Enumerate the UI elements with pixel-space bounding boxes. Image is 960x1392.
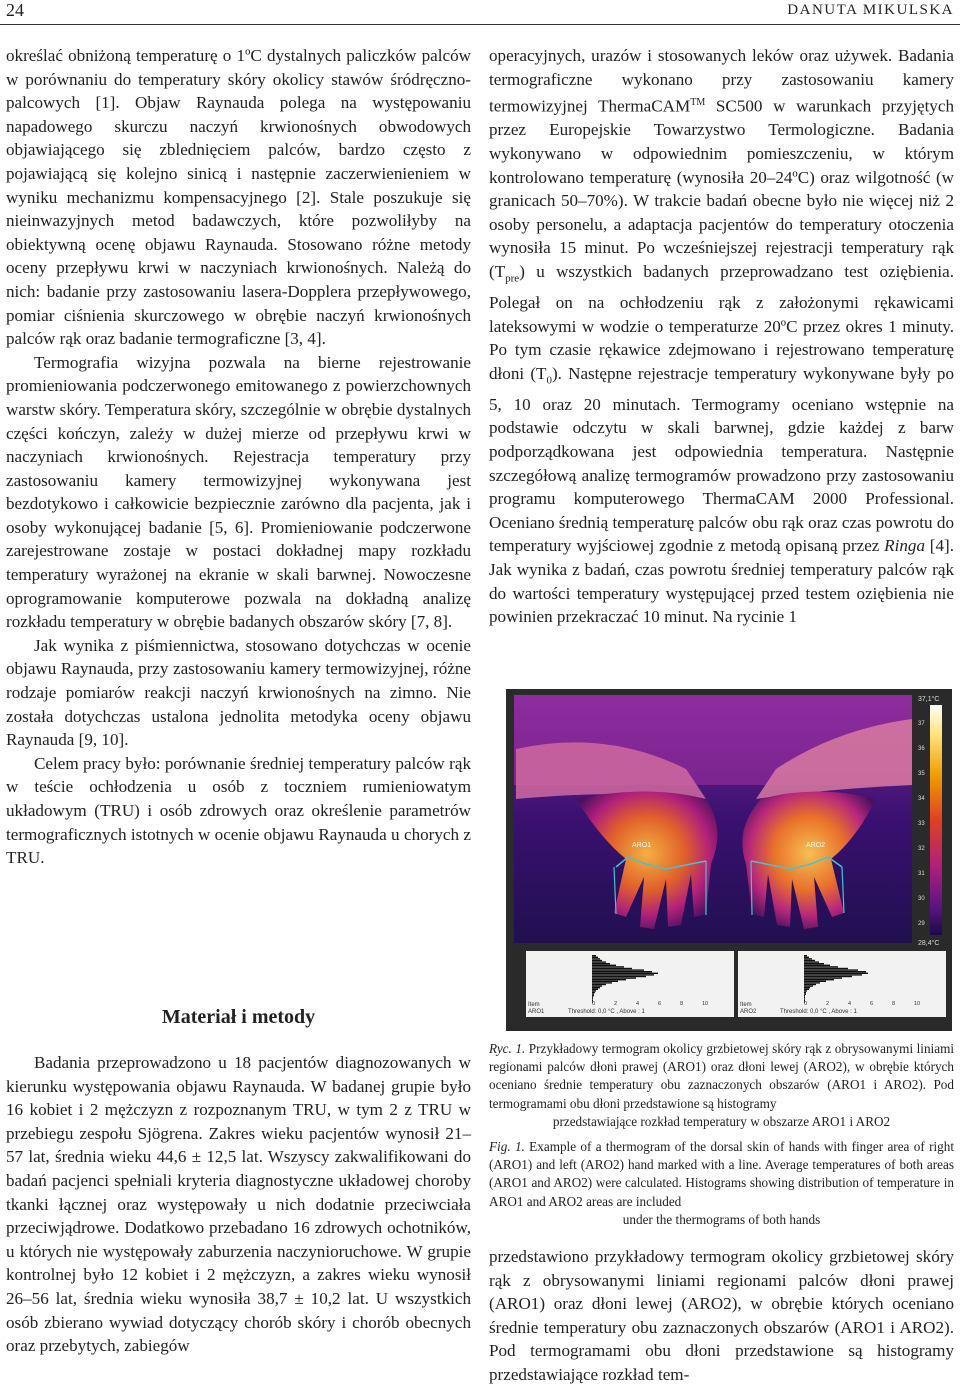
scale-tick-label: 33 — [918, 821, 925, 827]
trademark-superscript: TM — [690, 97, 706, 109]
histogram-bar — [804, 995, 805, 996]
svg-text:Item: Item — [740, 1002, 752, 1008]
scale-tick-label: 34 — [918, 796, 925, 802]
histogram-bar — [592, 982, 612, 983]
histogram-bar — [592, 963, 610, 964]
left-paragraph-1: określać obniżoną temperaturę o 1ºC dystalnych paliczków palców w porównaniu do temperatury skóry okolicy stawów śródręczno-palcowych [1]. Objaw Raynauda polega na występowaniu napadowego skurczu naczyń krwionośnych obwodowych objawiającego się zblednięciem palców, bardzo często z pojawiającą się kolejno sinicą i następnie zaczerwienieniem w wyniku mechanizmu kompensacyjnego [2]. Stale poszukuje się nieinwazyjnych metod badawczych, które pozwoliłyby na obiektywną ocenę objawu Raynauda. Stosowano różne metody oceny przepływu krwi w naczyniach krwionośnych. Należą do nich: badanie przy zastosowaniu lasera-Dopplera przepływowego, pomiar ciśnienia skurczowego w obrębie naczyń krwionośnych palców rąk oraz badanie termograficzne [3, 4]. — [6, 46, 471, 349]
histogram-bar — [804, 981, 826, 982]
histogram-bar — [804, 992, 806, 993]
histogram-tick-label: 2 — [826, 1001, 830, 1007]
histogram-bar — [804, 989, 809, 990]
histogram-bar — [592, 961, 606, 962]
histogram-bar — [804, 976, 852, 977]
thermogram-image — [506, 689, 952, 1031]
left-column-lower — [6, 1051, 471, 1358]
histogram-aro2-threshold: Threshold: 0,0 °C , Above : 1 — [780, 1009, 857, 1015]
scale-tick-label: 29 — [918, 921, 925, 927]
histogram-bar — [804, 960, 815, 961]
thermogram-figure — [506, 689, 952, 1031]
histogram-tick-label: 6 — [870, 1001, 874, 1007]
histogram-bar — [592, 966, 624, 967]
histogram-aro2-panel — [738, 951, 946, 1017]
histogram-bar — [592, 987, 600, 988]
histogram-bar — [804, 965, 830, 966]
caption-polish — [489, 1040, 954, 1131]
page-number: 24 — [6, 0, 24, 20]
histogram-aro1-item: ARO1 — [528, 1009, 545, 1015]
right-column-lower — [489, 1245, 954, 1387]
scale-tick-label: 37 — [918, 721, 925, 727]
histogram-bar — [592, 974, 654, 975]
histogram-bar — [592, 965, 616, 966]
histogram-bar — [592, 997, 593, 998]
caption-english — [489, 1138, 954, 1229]
histogram-tick-label: 4 — [848, 1001, 852, 1007]
temperature-scale-bar — [930, 705, 942, 935]
caption-pl-last-line: przedstawiające rozkład temperatury w obszarze ARO1 i ARO2 — [552, 1113, 891, 1129]
scale-tick-labels — [918, 721, 925, 927]
histogram-bar — [804, 998, 805, 999]
histogram-bar — [804, 973, 868, 974]
histogram-tick-label: 4 — [636, 1001, 640, 1007]
caption-en-text: Example of a thermogram of the dorsal skin of hands with finger area of right (ARO1) and left (ARO2) hand marked with a line. Average temperatures of both areas (ARO1 and ARO2) were calculated. Histograms showing distribution of temperature in ARO1 and ARO2 areas are included — [489, 1139, 954, 1209]
histogram-bar — [804, 961, 819, 962]
histogram-bar — [592, 969, 644, 970]
histogram-bar — [804, 990, 807, 991]
running-head: DANUTA MIKULSKA — [787, 2, 954, 18]
subscript-pre: pre — [505, 272, 520, 285]
histogram-bar — [804, 979, 834, 980]
left-column-upper — [6, 44, 471, 870]
histogram-bar — [592, 977, 636, 978]
histogram-bar — [592, 993, 594, 994]
histogram-tick-label: 2 — [614, 1001, 618, 1007]
right-column-upper — [489, 44, 954, 629]
scale-tick-label: 32 — [918, 846, 925, 852]
histogram-bar — [592, 979, 626, 980]
histogram-tick-label: 0 — [592, 1001, 596, 1007]
histogram-bar — [592, 973, 658, 974]
histogram-bar — [804, 957, 809, 958]
histogram-aro2-item: ARO2 — [740, 1009, 757, 1015]
histogram-bar — [804, 958, 812, 959]
histogram-bar — [804, 966, 838, 967]
scale-tick-label: 36 — [918, 746, 925, 752]
scale-min-label: 28,4°C — [918, 940, 940, 947]
histogram-bar — [804, 984, 816, 985]
histogram-bar — [804, 955, 807, 956]
histogram-bar — [592, 958, 600, 959]
histogram-bar — [592, 955, 596, 956]
scale-tick-label: 30 — [918, 896, 925, 902]
histogram-bar — [592, 990, 596, 991]
histogram-bar — [592, 989, 598, 990]
right-paragraph-1: operacyjnych, urazów i stosowanych leków oraz używek. Badania termograficzne wykonano przy zastosowaniu kamery termowizyjnej ThermaCAM™ SC500 w warunkach przyjętych przez Europejskie Towarzystwo Termologiczne. Badania wykonywano w odpowiednim pomieszczeniu, w którym kontrolowano temperaturę (wynosiła 20–24ºC) oraz wilgotność (w granicach 50–70%). W trakcie badań obecne było nie więcej niż 2 osoby personelu, a adaptacja pacjentów do temperatury otoczenia wynosiła 15 minut. Po wcześniejszej rejestracji temperatury rąk $(T_{pre})$ u wszystkich badanych przeprowadzano test oziębienia. Polegał on na ochłodzeniu rąk z założonymi rękawicami lateksowymi w wodzie o temperaturze 20ºC przez okres 1 minuty. Po tym czasie rękawice zdejmowano i rejestrowano temperaturę dłoni $(T_0)$. Następne rejestracje temperatury wykonywane były po 5, 10 oraz 20 minutach. Termogramy oceniano wstępnie na podstawie odczytu w skali barwnej, gdzie każdej z barw podporządkowana jest odpowiednia temperatura. Następnie szczegółową analizę termogramów prowadzono przy zastosowaniu programu komputerowego ThermaCAM 2000 Professional. Oceniano średnią temperaturę palców obu rąk oraz czas powrotu do temperatury wyjściowej zgodnie z metodą opisaną przez Ringa [4]. Jak wynika z badań, czas powrotu średniej temperatury palców rąk do wartości temperatury występującej przed testem oziębienia nie powinien przekraczać 10 minut. Na rycinie 1 — [489, 46, 954, 627]
section-title: Materiał i metody — [161, 1006, 316, 1028]
histogram-bar — [804, 982, 820, 983]
histogram-bar — [804, 997, 805, 998]
histogram-bar — [592, 960, 602, 961]
histogram-bar — [804, 968, 848, 969]
left-paragraph-4: Celem pracy było: porównanie średniej temperatury palców rąk w teście ochłodzenia u osób z toczniem rumieniowatym układowym (TRU) i osób zdrowych oraz określenie parametrów termograficznych istotnych w ocenie objawu Raynauda u chorych z TRU. — [6, 753, 471, 868]
caption-en-last-line: under the thermograms of both hands — [622, 1211, 821, 1227]
histogram-tick-label: 0 — [804, 1001, 808, 1007]
histogram-aro1-threshold: Threshold: 0,0 °C , Above : 1 — [568, 1009, 645, 1015]
histogram-bar — [804, 985, 813, 986]
caption-pl-text: Przykładowy termogram okolicy grzbietowej skóry rąk z obrysowanymi liniami regionami palców dłoni prawej (ARO1) oraz dłoni lewej (ARO2), w obrębie których oceniano średnie temperatury obu zaznaczonych obszarów (ARO1 i ARO2). Pod termogramami obu dłoni przedstawione są histogramy — [489, 1041, 954, 1111]
histogram-bar — [592, 984, 606, 985]
scale-tick-label: 35 — [918, 771, 925, 777]
caption-pl-label: Ryc. 1. — [489, 1041, 526, 1056]
scale-tick-label: 31 — [918, 871, 925, 877]
author-ringa: Ringa — [884, 536, 925, 556]
histogram-bar — [592, 995, 594, 996]
histogram-tick-label: 8 — [892, 1001, 896, 1007]
histogram-tick-label: 10 — [914, 1001, 921, 1007]
histogram-bar — [592, 968, 632, 969]
svg-text:Item: Item — [528, 1002, 540, 1008]
histogram-aro1-panel — [526, 951, 734, 1017]
histogram-bar — [804, 971, 866, 972]
histogram-bar — [804, 974, 862, 975]
histogram-bar — [592, 992, 595, 993]
left-paragraph-3: Jak wynika z piśmiennictwa, stosowano dotychczas w ocenie objawu Raynauda, przy zastosowaniu kamery termowizyjnej, różne rodzaje pomiarów reakcji naczyń krwionośnych na zimno. Nie została dotychczas ustalona jednolita metodyka oceny objawu Raynauda [9, 10]. — [6, 635, 471, 750]
roi-label-aro1: ARO1 — [632, 842, 652, 849]
histogram-tick-label: 6 — [658, 1001, 662, 1007]
histogram-bar — [592, 976, 646, 977]
histogram-bar — [804, 969, 858, 970]
left-paragraph-5: Badania przeprowadzono u 18 pacjentów diagnozowanych w kierunku występowania objawu Raynauda. W badanej grupie było 16 kobiet i 2 mężczyzn z rozpoznanym TRU, w tym 2 z TRU w przebiegu zespołu Sjögrena. Zakres wieku pacjentów wynosił 21–57 lat, średnia wieku 44,6 ± 12,5 lat. Wszyscy zakwalifikowani do badań pacjenci spełniali kryteria diagnostyczne układowej choroby tkanki łącznej oraz występowały u nich dodatnie przeciwciała przeciwjądrowe. Dodatkowo przebadano 16 zdrowych ochotników, u których nie występowały zaburzenia naczynioruchowe. W grupie kontrolnej było 12 kobiet i 2 mężczyzn, a zakres wieku wynosił 26–56 lat, średnia wieku wynosiła 38,7 ± 10,2 lat. U wszystkich osób zbierano wywiad dotyczący chorób skóry i chorób obecnych oraz przebytych, zabiegów — [6, 1053, 471, 1356]
histogram-bar — [804, 987, 810, 988]
header-rule — [0, 24, 960, 25]
roi-label-aro2: ARO2 — [806, 842, 826, 849]
histogram-tick-label: 8 — [680, 1001, 684, 1007]
histogram-bar — [804, 993, 806, 994]
histogram-bar — [592, 985, 602, 986]
histogram-bar — [592, 981, 618, 982]
histogram-tick-label: 10 — [702, 1001, 709, 1007]
scale-max-label: 37,1°C — [918, 696, 940, 703]
histogram-bar — [592, 971, 652, 972]
histogram-bar — [592, 957, 598, 958]
caption-en-label: Fig. 1. — [489, 1139, 525, 1154]
histogram-bar — [804, 963, 824, 964]
right-paragraph-2: przedstawiono przykładowy termogram okolicy grzbietowej skóry rąk z obrysowanymi liniami regionami palców dłoni prawej (ARO1) oraz dłoni lewej (ARO2), w obrębie których oceniano średnie temperatury obu zaznaczonych obszarów (ARO1 i ARO2). Pod termogramami obu dłoni przedstawione są histogramy przedstawiające rozkład tem- — [489, 1247, 954, 1384]
subscript-zero: 0 — [546, 374, 552, 387]
histogram-bar — [592, 998, 593, 999]
histogram-bar — [804, 977, 842, 978]
left-paragraph-2: Termografia wizyjna pozwala na bierne rejestrowanie promieniowania podczerwonego emitowanego z powierzchownych warstw skóry. Temperatura skóry, szczególnie w obrębie dystalnych części kończyn, zależy w dużej mierze od przepływu krwi w naczyniach krwionośnych. Rejestracja temperatury przy zastosowaniu kamery termowizyjnej wykonywana jest bezdotykowo i całkowicie bezpiecznie zarówno dla pacjenta, jak i osoby wykonującej badanie [5, 6]. Promieniowanie podczerwone zarejestrowane zostaje w postaci dokładnej mapy rozkładu temperatury wyrażonej na ekranie w skali barwnej. Nowoczesne oprogramowanie komputerowe pozwala na dokładną analizę rozkładu temperatury w obrębie badanych obszarów skóry [7, 8]. — [6, 352, 471, 632]
